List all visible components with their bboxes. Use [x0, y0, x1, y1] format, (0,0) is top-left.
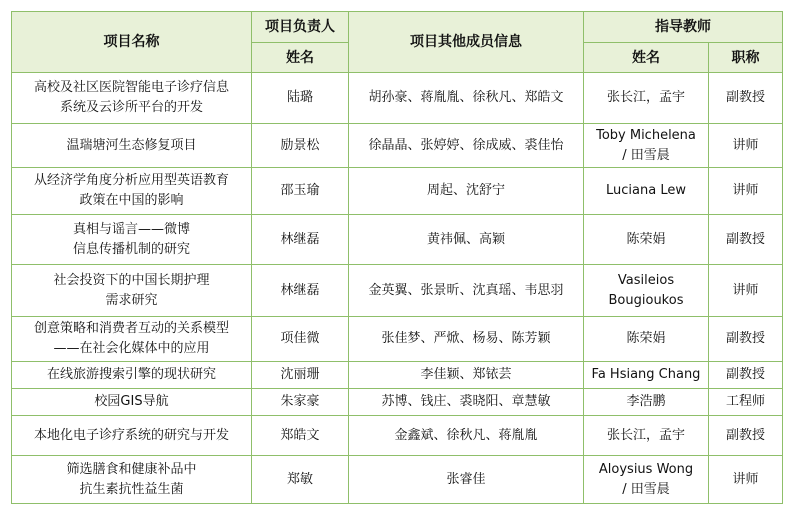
advisor-name-cell: Toby Michelena / 田雪晨 — [584, 124, 709, 168]
advisor-name-cell: 陈荣娟 — [584, 215, 709, 265]
leader-cell: 郑皓文 — [252, 416, 349, 456]
advisor-title-cell: 副教授 — [709, 215, 783, 265]
header-advisor: 指导教师 — [584, 12, 783, 43]
header-members: 项目其他成员信息 — [349, 12, 584, 73]
header-project-name: 项目名称 — [12, 12, 252, 73]
advisor-name-cell: Aloysius Wong / 田雪晨 — [584, 456, 709, 504]
advisor-name-cell: 张长江，孟宇 — [584, 73, 709, 124]
table-row — [12, 416, 783, 456]
header-advisor-title: 职称 — [709, 43, 783, 73]
advisor-title-cell: 副教授 — [709, 416, 783, 456]
header-leader: 项目负责人 — [252, 12, 349, 43]
advisor-title-cell: 讲师 — [709, 124, 783, 168]
members-cell: 胡孙豪、蒋胤胤、徐秋凡、郑皓文 — [349, 73, 584, 124]
members-cell: 周起、沈舒宁 — [349, 168, 584, 215]
advisor-name-cell: Luciana Lew — [584, 168, 709, 215]
table-row — [12, 215, 783, 265]
leader-cell: 陆璐 — [252, 73, 349, 124]
advisor-title-cell: 副教授 — [709, 317, 783, 362]
table-row — [12, 317, 783, 362]
leader-cell: 朱家豪 — [252, 389, 349, 416]
table-row — [12, 168, 783, 215]
advisor-name-cell: 陈荣娟 — [584, 317, 709, 362]
leader-cell: 林继磊 — [252, 215, 349, 265]
advisor-title-cell: 工程师 — [709, 389, 783, 416]
leader-cell: 郑敏 — [252, 456, 349, 504]
advisor-name-cell: Fa Hsiang Chang — [584, 362, 709, 389]
members-cell: 李佳颖、郑铱芸 — [349, 362, 584, 389]
members-cell: 苏博、钱庄、裘晓阳、章慧敏 — [349, 389, 584, 416]
table-row — [12, 124, 783, 168]
leader-cell: 励景松 — [252, 124, 349, 168]
project-name-cell: 本地化电子诊疗系统的研究与开发 — [12, 416, 252, 456]
table-row — [12, 389, 783, 416]
advisor-title-cell: 副教授 — [709, 73, 783, 124]
table-row — [12, 73, 783, 124]
advisor-name-cell: 张长江，孟宇 — [584, 416, 709, 456]
advisor-name-cell: Vasileios Bougioukos — [584, 265, 709, 317]
members-cell: 张佳梦、严焮、杨易、陈芳颖 — [349, 317, 584, 362]
advisor-title-cell: 副教授 — [709, 362, 783, 389]
members-cell: 张睿佳 — [349, 456, 584, 504]
leader-cell: 沈丽珊 — [252, 362, 349, 389]
project-name-cell: 在线旅游搜索引擎的现状研究 — [12, 362, 252, 389]
leader-cell: 林继磊 — [252, 265, 349, 317]
table-header — [12, 12, 783, 73]
header-advisor-name: 姓名 — [584, 43, 709, 73]
leader-cell: 项佳微 — [252, 317, 349, 362]
project-name-cell: 高校及社区医院智能电子诊疗信息 系统及云诊所平台的开发 — [12, 73, 252, 124]
project-name-cell: 真相与谣言——微博 信息传播机制的研究 — [12, 215, 252, 265]
advisor-name-cell: 李浩鹏 — [584, 389, 709, 416]
members-cell: 金英翼、张景昕、沈真瑶、韦思羽 — [349, 265, 584, 317]
table-row — [12, 456, 783, 504]
members-cell: 黄祎佩、高颖 — [349, 215, 584, 265]
leader-cell: 邵玉瑜 — [252, 168, 349, 215]
members-cell: 徐晶晶、张婷婷、徐成威、裘佳怡 — [349, 124, 584, 168]
table-body — [12, 73, 783, 504]
project-name-cell: 创意策略和消费者互动的关系模型 ——在社会化媒体中的应用 — [12, 317, 252, 362]
project-name-cell: 社会投资下的中国长期护理 需求研究 — [12, 265, 252, 317]
advisor-title-cell: 讲师 — [709, 456, 783, 504]
project-name-cell: 校园GIS导航 — [12, 389, 252, 416]
projects-table — [11, 11, 783, 504]
project-name-cell: 从经济学角度分析应用型英语教育 政策在中国的影响 — [12, 168, 252, 215]
project-name-cell: 筛选膳食和健康补品中 抗生素抗性益生菌 — [12, 456, 252, 504]
advisor-title-cell: 讲师 — [709, 168, 783, 215]
project-name-cell: 温瑞塘河生态修复项目 — [12, 124, 252, 168]
members-cell: 金鑫斌、徐秋凡、蒋胤胤 — [349, 416, 584, 456]
table-row — [12, 362, 783, 389]
header-leader-name: 姓名 — [252, 43, 349, 73]
table-row — [12, 265, 783, 317]
advisor-title-cell: 讲师 — [709, 265, 783, 317]
